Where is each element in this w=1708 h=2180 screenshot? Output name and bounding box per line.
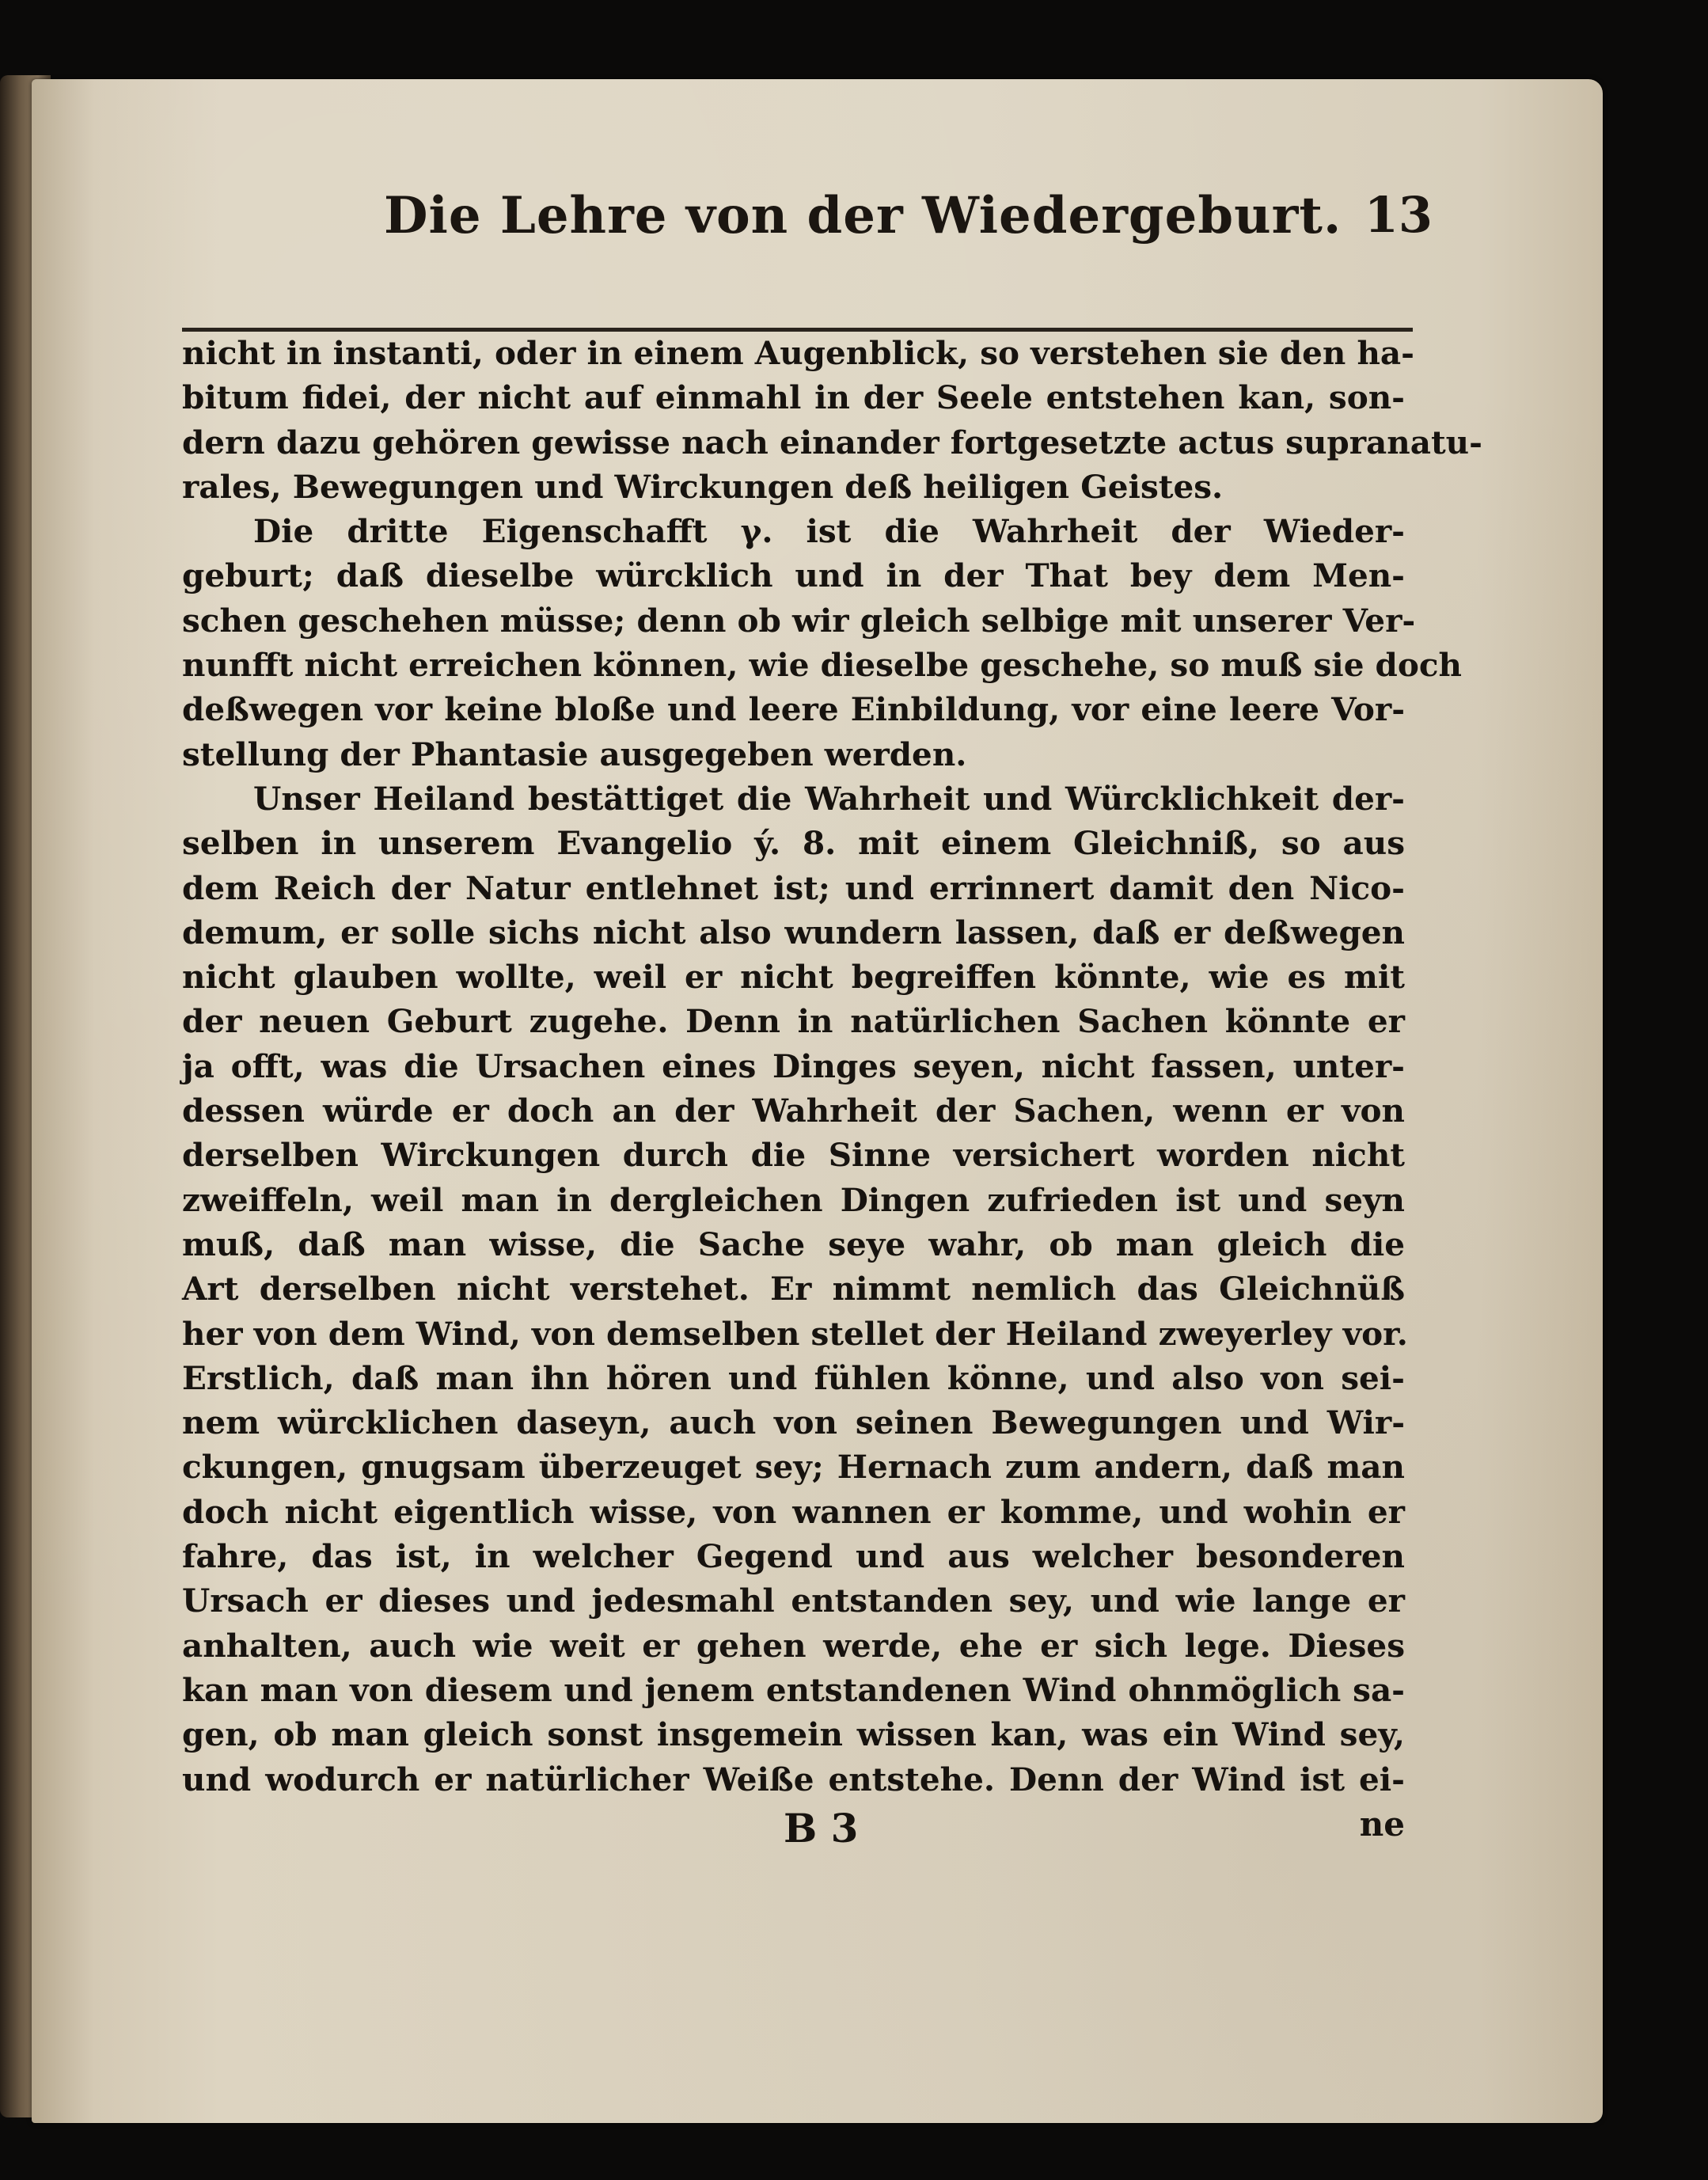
text-line: her von dem Wind, von demselben stellet der Heiland zweyerley vor. [182,1314,1408,1353]
text-line: demum, er solle sichs nicht also wundern lassen, daß er deßwegen [182,913,1405,951]
text-line: nunfft nicht erreichen können, wie dieselbe geschehe, so muß sie doch [182,646,1462,685]
text-line: Art derselben nicht verstehet. Er nimmt nemlich das Gleichnüß [182,1270,1405,1308]
page-header [348,186,1433,257]
text-line: dern dazu gehören gewisse nach einander fortgesetzte actus supranatu- [182,423,1482,461]
text-line: fahre, das ist, in welcher Gegend und aus welcher besonderen [182,1537,1405,1576]
text-line: ja offt, was die Ursachen eines Dinges seyen, nicht fassen, unter- [182,1046,1405,1085]
text-line: selben in unserem Evangelio ý. 8. mit einem Gleichniß, so aus [182,824,1405,863]
text-line: bitum fidei, der nicht auf einmahl in der Seele entstehen kan, son- [182,378,1405,417]
text-line: doch nicht eigentlich wisse, von wannen er komme, und wohin er [182,1492,1405,1531]
text-line: stellung der Phantasie ausgegeben werden. [182,735,967,773]
text-line: rales, Bewegungen und Wirckungen deß heiligen Geistes. [182,467,1224,506]
signature-mark: B 3 [784,1805,859,1851]
catchword: ne [1359,1805,1405,1844]
text-line: Unser Heiland bestättiget die Wahrheit und Würcklichkeit der- [253,779,1405,818]
text-line: dessen würde er doch an der Wahrheit der Sachen, wenn er von [182,1092,1405,1130]
text-line: Erstlich, daß man ihn hören und fühlen könne, und also von sei- [182,1358,1405,1397]
page-number: 13 [1364,186,1433,244]
page-footer [182,1797,1405,1852]
text-line: zweiffeln, weil man in dergleichen Dingen zufrieden ist und seyn [182,1180,1405,1219]
book-page [32,79,1603,2123]
text-line: der neuen Geburt zugehe. Denn in natürlichen Sachen könnte er [182,1002,1405,1041]
text-line: Die dritte Eigenschafft γ. ist die Wahrheit der Wieder- [253,512,1405,551]
text-line: kan man von diesem und jenem entstandenen Wind ohnmöglich sa- [182,1670,1405,1709]
text-line: Ursach er dieses und jedesmahl entstanden sey, und wie lange er [182,1582,1405,1620]
text-line: ckungen, gnugsam überzeuget sey; Hernach zum andern, daß man [182,1448,1405,1487]
text-line: und wodurch er natürlicher Weiße entstehe. Denn der Wind ist ei- [182,1760,1405,1798]
text-line: anhalten, auch wie weit er gehen werde, ehe er sich lege. Dieses [182,1626,1405,1665]
text-line: gen, ob man gleich sonst insgemein wissen kan, was ein Wind sey, [182,1715,1405,1754]
text-line: muß, daß man wisse, die Sache seye wahr, ob man gleich die [182,1225,1405,1263]
text-line: geburt; daß dieselbe würcklich und in der That bey dem Men- [182,556,1405,595]
running-head: Die Lehre von der Wiedergeburt. [384,186,1342,245]
text-line: nem würcklichen daseyn, auch von seinen Bewegungen und Wir- [182,1403,1405,1442]
text-line: nicht in instanti, oder in einem Augenblick, so verstehen sie den ha- [182,334,1414,372]
text-line: deßwegen vor keine bloße und leere Einbildung, vor eine leere Vor- [182,690,1405,729]
text-line: schen geschehen müsse; denn ob wir gleich selbige mit unserer Ver- [182,601,1416,640]
text-line: derselben Wirckungen durch die Sinne versichert worden nicht [182,1136,1405,1175]
text-line: nicht glauben wollte, weil er nicht begreiffen könnte, wie es mit [182,958,1405,997]
body-text [182,331,1482,1802]
text-line: dem Reich der Natur entlehnet ist; und errinnert damit den Nico- [182,868,1405,907]
